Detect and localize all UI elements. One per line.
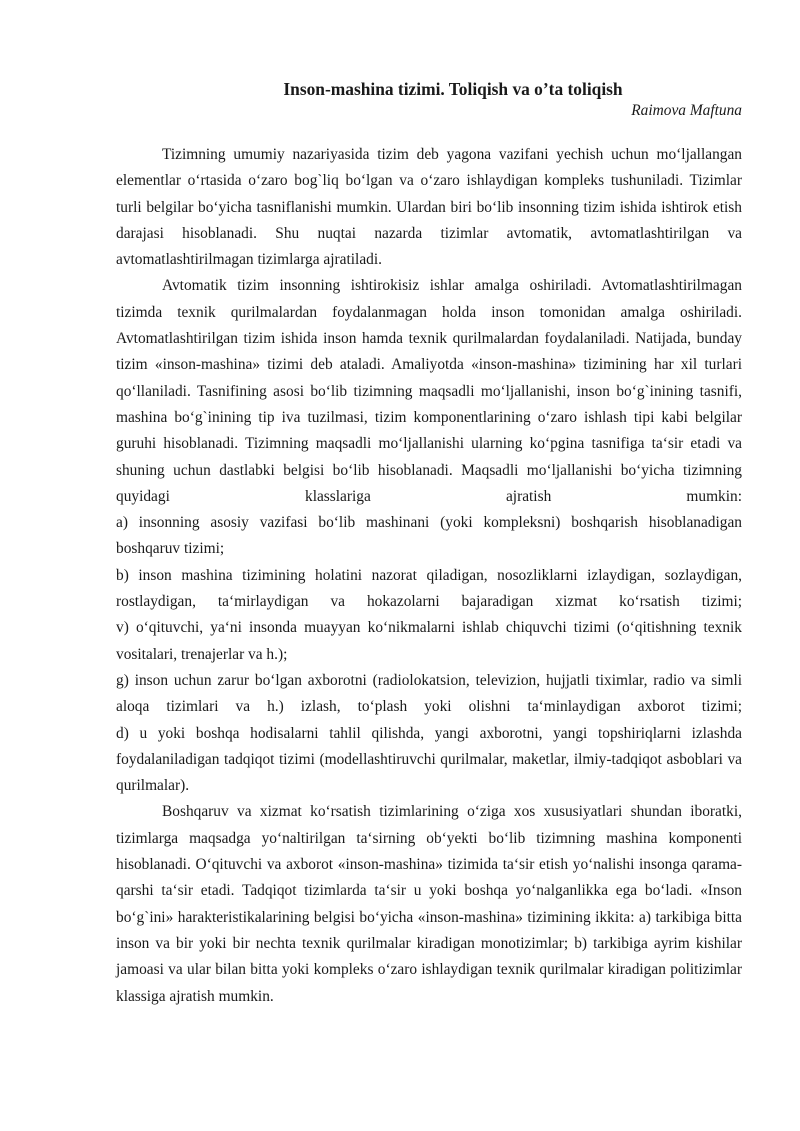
list-item-v: v) oʻqituvchi, yaʻni insonda muayyan koʻnikmalarni ishlab chiquvchi tizimi (oʻqitishning texnik vositalari, trenajerlar va h.); xyxy=(116,619,742,663)
list-item-a: a) insonning asosiy vazifasi boʻlib mashinani (yoki kompleksni) boshqarish hisoblanadigan boshqaruv tizimi; xyxy=(116,514,742,558)
paragraph-automation: Avtomatik tizim insonning ishtirokisiz ishlar amalga oshiriladi. Avtomatlashtirilmagan tizimda texnik qurilmalardan foydalanmagan holda inson tomonidan amalga oshiriladi. Avtomatlashtirilgan tizim ishida inson hamda texnik qurilmalardan foydalaniladi. Natijada, bunday tizim «inson-mashina» tizimi deb ataladi. Amaliyotda «inson-mashina» tizimining har xil turlari qoʻllaniladi. Tasnifining asosi boʻlib tizimning maqsadli moʻljallanishi, inson boʻg`inining tasnifi, mashina boʻg`inining tip iva tuzilmasi, tizim komponentlarining oʻzaro ishlash tipi kabi belgilar guruhi hisoblanadi. Tizimning maqsadli moʻljallanishi ularning koʻpgina tasnifiga taʻsir etadi va shuning uchun dastlabki belgisi boʻlib hisoblanadi. Maqsadli moʻljallanishi boʻyicha tizimning quyidagi klasslariga ajratish mumkin: xyxy=(116,277,742,505)
list-item-d: d) u yoki boshqa hodisalarni tahlil qilishda, yangi axborotni, yangi topshiriqlarni izlashda foydalaniladigan tadqiqot tizimi (modellashtiruvchi qurilmalar, maketlar, ilmiy-tadqiqot asboblari va qurilmalar). xyxy=(116,724,742,795)
paragraph-conclusion: Boshqaruv va xizmat koʻrsatish tizimlarining oʻziga xos xususiyatlari shundan iboratki, tizimlarga maqsadga yoʻnaltirilgan taʻsirning obʻyekti boʻlib tizimning mashina komponenti hisoblanadi. Oʻqituvchi va axborot «inson-mashina» tizimida taʻsir etish yoʻnalishi insonga qarama-qarshi taʻsir etadi. Tadqiqot tizimlarda taʻsir u yoki boshqa yoʻnalganlikka ega boʻladi. «Inson boʻg`ini» harakteristikalarining belgisi boʻyicha «inson-mashina» tizimining ikkita: a) tarkibiga bitta inson va bir yoki bir nechta texnik qurilmalar kiradigan monotizimlar; b) tarkibiga ayrim kishilar jamoasi va ular bilan bitta yoki kompleks oʻzaro ishlaydigan texnik qurilmalar kiradigan politizimlar klassiga ajratish mumkin. xyxy=(116,803,742,1005)
list-item-b: b) inson mashina tizimining holatini nazorat qiladigan, nosozliklarni izlaydigan, sozlaydigan, rostlaydigan, taʻmirlaydigan va hokazolarni bajaradigan xizmat koʻrsatish tizimi; xyxy=(116,566,742,611)
author-name: Raimova Maftuna xyxy=(631,102,742,119)
document-title: Inson-mashina tizimi. Toliqish va o’ta toliqish xyxy=(283,79,623,99)
document-body xyxy=(116,142,742,1010)
paragraph-intro: Tizimning umumiy nazariyasida tizim deb yagona vazifani yechish uchun moʻljallangan elementlar oʻrtasida oʻzaro bog`liq boʻlgan va oʻzaro ishlaydigan kompleks tushuniladi. Tizimlar turli belgilar boʻyicha tasniflanishi mumkin. Ulardan biri boʻlib insonning tizim ishida ishtirok etish darajasi hisoblanadi. Shu nuqtai nazarda tizimlar avtomatik, avtomatlashtirilgan va avtomatlashtirilmagan tizimlarga ajratiladi. xyxy=(116,146,742,269)
list-item-g: g) inson uchun zarur boʻlgan axborotni (radiolokatsion, televizion, hujjatli tiximlar, radio va simli aloqa tizimlari va h.) izlash, toʻplash yoki olishni taʻminlaydigan axborot tizimi; xyxy=(116,671,742,716)
